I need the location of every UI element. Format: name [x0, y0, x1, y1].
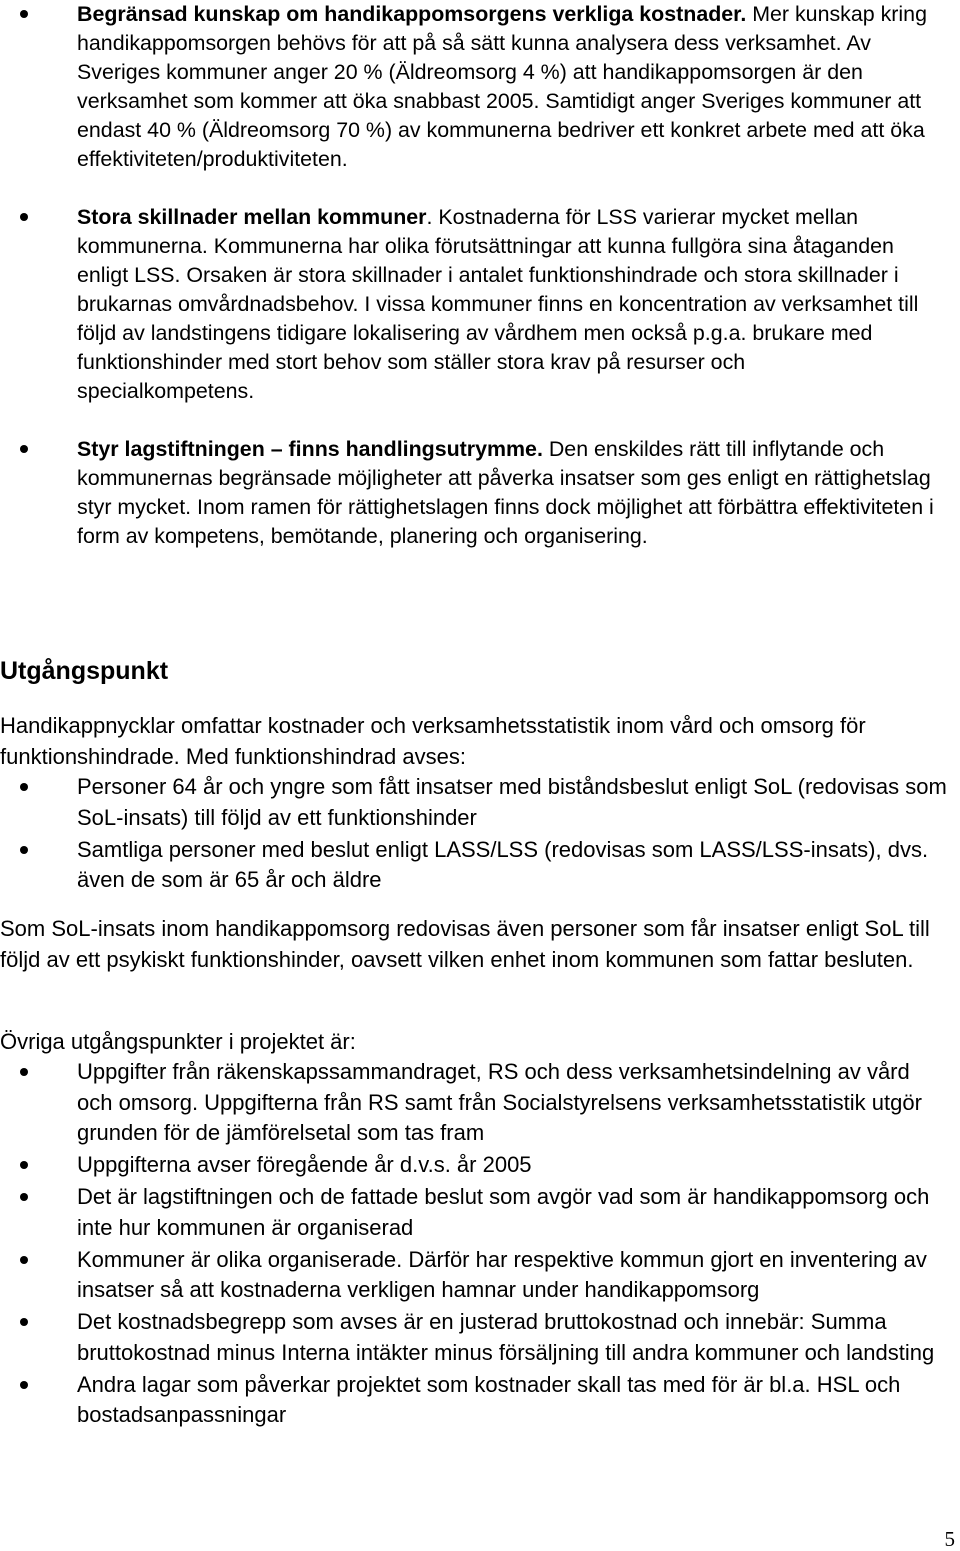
top-bullet-list — [0, 0, 950, 580]
bullet-text: Mer kunskap kring handikappomsorgen behövs för att på så sätt kunna analysera dess verksamhet. Av Sveriges kommuner anger 20 % (Äldreomsorg 4 %) att handikappomsorgen är den verksamhet som kommer att öka snabbast 2005. Samtidigt anger Sveriges kommuner att endast 40 % (Äldreomsorg 70 %) av kommunerna bedriver ett konkret arbete med att öka effektiviteten/produktiviteten. — [77, 2, 927, 171]
bullet-heading: Begränsad kunskap om handikappomsorgens verkliga kostnader. — [77, 2, 747, 26]
list-item: Samtliga personer med beslut enligt LASS/LSS (redovisas som LASS/LSS-insats), dvs. även de som är 65 år och äldre — [0, 835, 950, 896]
other-intro: Övriga utgångspunkter i projektet är: — [0, 1029, 356, 1054]
sol-paragraph: Som SoL-insats inom handikappomsorg redovisas även personer som får insatser enligt SoL till följd av ett psykiskt funktionshinder, oavsett vilken enhet inom kommunen som fattar besluten. — [0, 916, 930, 972]
list-item — [0, 203, 950, 406]
list-item: Uppgifterna avser föregående år d.v.s. år 2005 — [0, 1150, 950, 1181]
bullet-text: . Kostnaderna för LSS varierar mycket mellan kommunerna. Kommunerna har olika förutsättningar att kunna fullgöra sina åtaganden enligt LSS. Orsaken är stora skillnader i antalet funktionshindrade och stora skillnader i brukarnas omvårdnadsbehov. I vissa kommuner finns en koncentration av verksamhet till följd av landstingens tidigare lokalisering av vårdhem men också p.g.a. brukare med funktionshinder med stort behov som ställer stora krav på resurser och specialkompetens. — [77, 205, 919, 403]
list-item — [0, 0, 950, 174]
other-bullet-list — [0, 1057, 950, 1432]
bullet-text: Den enskildes rätt till inflytande och kommunernas begränsade möjligheter att påverka insatser som ges enligt en rättighetslag styr mycket. Inom ramen för rättighetslagen finns dock möjlighet att förbättra effektiviteten i form av kompetens, bemötande, planering och organisering. — [77, 437, 934, 548]
list-item: Det kostnadsbegrepp som avses är en justerad bruttokostnad och innebär: Summa bruttokostnad minus Interna intäkter minus försäljning till andra kommuner och landsting — [0, 1307, 950, 1368]
list-item: Det är lagstiftningen och de fattade beslut som avgör vad som är handikappomsorg och inte hur kommunen är organiserad — [0, 1182, 950, 1243]
bullet-heading: Stora skillnader mellan kommuner — [77, 205, 427, 229]
bullet-heading: Styr lagstiftningen – finns handlingsutrymme. — [77, 437, 543, 461]
page-number: 5 — [944, 1527, 955, 1551]
intro-paragraph: Handikappnycklar omfattar kostnader och verksamhetsstatistik inom vård och omsorg för funktionshindrade. Med funktionshindrad avses: — [0, 713, 866, 769]
definition-bullet-list — [0, 772, 950, 897]
list-item: Uppgifter från räkenskapssammandraget, RS och dess verksamhetsindelning av vård och omsorg. Uppgifterna från RS samt från Socialstyrelsens verksamhetsstatistik utgör grunden för de jämförelsetal som tas fram — [0, 1057, 950, 1149]
list-item: Personer 64 år och yngre som fått insatser med biståndsbeslut enligt SoL (redovisas som SoL-insats) till följd av ett funktionshinder — [0, 772, 950, 833]
section-heading: Utgångspunkt — [0, 657, 169, 685]
list-item: Andra lagar som påverkar projektet som kostnader skall tas med för är bl.a. HSL och bostadsanpassningar — [0, 1370, 950, 1431]
list-item: Kommuner är olika organiserade. Därför har respektive kommun gjort en inventering av insatser så att kostnaderna verkligen hamnar under handikappomsorg — [0, 1245, 950, 1306]
list-item — [0, 435, 950, 551]
